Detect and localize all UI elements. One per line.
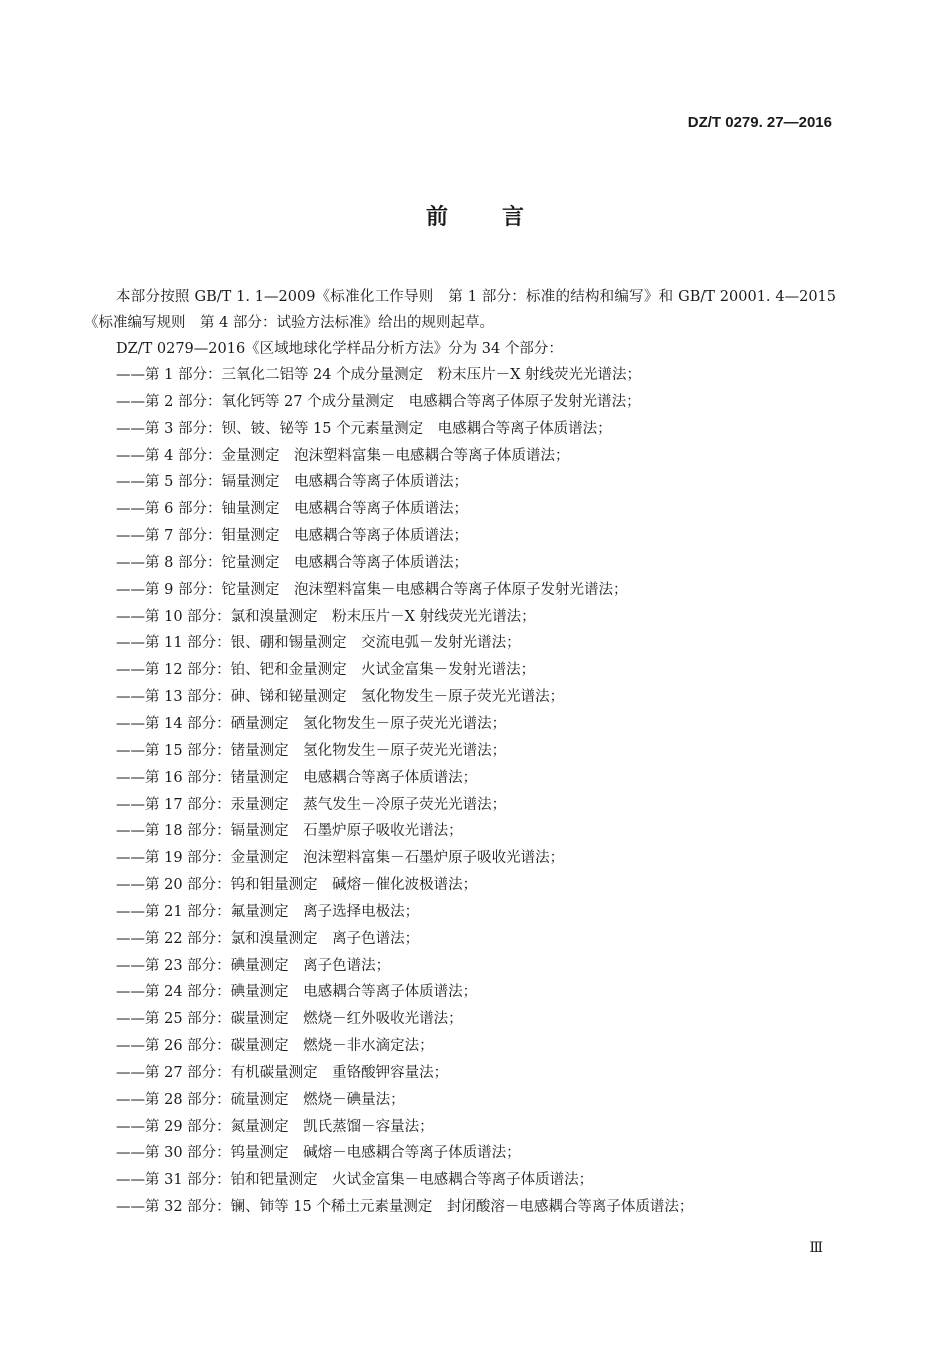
list-item: ——第 1 部分：三氧化二铝等 24 个成分量测定 粉末压片－X 射线荧光光谱法；: [116, 367, 642, 383]
list-item: ——第 22 部分：氯和溴量测定 离子色谱法；: [116, 930, 420, 947]
page-number: Ⅲ: [809, 1240, 823, 1256]
list-item: ——第 14 部分：硒量测定 氢化物发生－原子荧光光谱法；: [116, 715, 507, 732]
foreword-body: [84, 284, 836, 1221]
list-item: ——第 28 部分：硫量测定 燃烧－碘量法；: [116, 1091, 405, 1108]
list-item: ——第 21 部分：氟量测定 离子选择电极法；: [116, 903, 420, 920]
list-item: ——第 23 部分：碘量测定 离子色谱法；: [116, 957, 391, 974]
standard-code: DZ/T 0279. 27—2016: [687, 114, 832, 131]
list-item: ——第 29 部分：氮量测定 凯氏蒸馏－容量法；: [116, 1118, 434, 1135]
list-item: ——第 10 部分：氯和溴量测定 粉末压片－X 射线荧光光谱法；: [116, 608, 536, 625]
list-item: ——第 31 部分：铂和钯量测定 火试金富集－电感耦合等离子体质谱法；: [116, 1172, 594, 1189]
list-item: ——第 16 部分：锗量测定 电感耦合等离子体质谱法；: [116, 769, 478, 786]
list-item: ——第 19 部分：金量测定 泡沫塑料富集－石墨炉原子吸收光谱法；: [116, 850, 565, 867]
list-item: ——第 30 部分：钨量测定 碱熔－电感耦合等离子体质谱法；: [116, 1145, 521, 1162]
list-item: ——第 11 部分：银、硼和锡量测定 交流电弧－发射光谱法；: [116, 635, 521, 652]
list-item: ——第 20 部分：钨和钼量测定 碱熔－催化波极谱法；: [116, 877, 478, 894]
list-item: ——第 27 部分：有机碳量测定 重铬酸钾容量法；: [116, 1064, 449, 1081]
list-item: ——第 24 部分：碘量测定 电感耦合等离子体质谱法；: [116, 984, 478, 1001]
list-item: ——第 6 部分：铀量测定 电感耦合等离子体质谱法；: [116, 501, 468, 518]
list-item: ——第 18 部分：镉量测定 石墨炉原子吸收光谱法；: [116, 823, 463, 840]
page-title: 前言: [425, 205, 578, 230]
intro-paragraph-1: 本部分按照 GB/T 1. 1—2009《标准化工作导则 第 1 部分：标准的结构和编写》和 GB/T 20001. 4—2015《标准编写规则 第 4 部分：试验方法标准》给出的规则起草。: [84, 289, 836, 331]
list-item: ——第 8 部分：铊量测定 电感耦合等离子体质谱法；: [116, 554, 468, 571]
list-item: ——第 2 部分：氧化钙等 27 个成分量测定 电感耦合等离子体原子发射光谱法；: [116, 393, 641, 410]
intro-paragraph-2: DZ/T 0279—2016《区域地球化学样品分析方法》分为 34 个部分：: [116, 341, 563, 357]
list-item: ——第 4 部分：金量测定 泡沫塑料富集－电感耦合等离子体质谱法；: [116, 447, 570, 464]
list-item: ——第 7 部分：钼量测定 电感耦合等离子体质谱法；: [116, 528, 468, 545]
list-item: ——第 15 部分：锗量测定 氢化物发生－原子荧光光谱法；: [116, 742, 507, 759]
list-item: ——第 25 部分：碳量测定 燃烧－红外吸收光谱法；: [116, 1011, 463, 1028]
list-item: ——第 9 部分：铊量测定 泡沫塑料富集－电感耦合等离子体原子发射光谱法；: [116, 581, 628, 598]
list-item: ——第 26 部分：碳量测定 燃烧－非水滴定法；: [116, 1038, 434, 1055]
list-item: ——第 32 部分：镧、铈等 15 个稀土元素量测定 封闭酸溶－电感耦合等离子体质谱法；: [116, 1199, 694, 1216]
list-item: ——第 12 部分：铂、钯和金量测定 火试金富集－发射光谱法；: [116, 662, 536, 679]
list-item: ——第 17 部分：汞量测定 蒸气发生－冷原子荧光光谱法；: [116, 796, 507, 813]
list-item: ——第 13 部分：砷、锑和铋量测定 氢化物发生－原子荧光光谱法；: [116, 689, 565, 706]
parts-list: [84, 362, 836, 1221]
list-item: ——第 3 部分：钡、铍、铋等 15 个元素量测定 电感耦合等离子体质谱法；: [116, 420, 612, 437]
list-item: ——第 5 部分：镉量测定 电感耦合等离子体质谱法；: [116, 474, 468, 491]
